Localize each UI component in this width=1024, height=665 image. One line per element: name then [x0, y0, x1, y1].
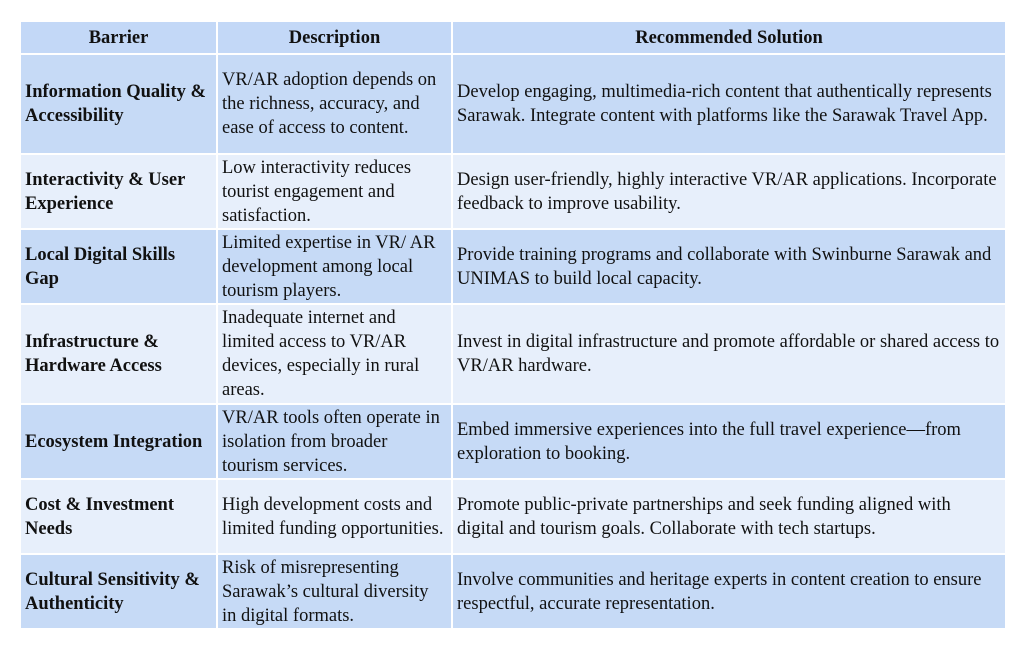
table-row: [21, 555, 1005, 628]
header-recommended-solution: Recommended Solution: [453, 22, 1005, 53]
table-row: [21, 55, 1005, 153]
description-cell: High development costs and limited funding opportunities.: [218, 480, 451, 553]
description-cell: Limited expertise in VR/ AR development among local tourism players.: [218, 230, 451, 303]
table-row: [21, 480, 1005, 553]
table-header-row: [21, 22, 1005, 53]
solution-cell: Design user-friendly, highly interactive VR/AR applications. Incorporate feedback to improve usability.: [453, 155, 1005, 228]
barrier-cell: Local Digital Skills Gap: [21, 230, 216, 303]
barrier-cell: Cost & Investment Needs: [21, 480, 216, 553]
solution-cell: Invest in digital infrastructure and promote affordable or shared access to VR/AR hardware.: [453, 305, 1005, 403]
solution-cell: Involve communities and heritage experts in content creation to ensure respectful, accurate representation.: [453, 555, 1005, 628]
description-cell: VR/AR tools often operate in isolation from broader tourism services.: [218, 405, 451, 478]
table-row: [21, 405, 1005, 478]
table-row: [21, 155, 1005, 228]
barrier-table-container: [19, 20, 1005, 630]
barrier-cell: Ecosystem Integration: [21, 405, 216, 478]
solution-cell: Provide training programs and collaborate with Swinburne Sarawak and UNIMAS to build local capacity.: [453, 230, 1005, 303]
table-row: [21, 305, 1005, 403]
description-cell: Inadequate internet and limited access to VR/AR devices, especially in rural areas.: [218, 305, 451, 403]
solution-cell: Promote public-private partnerships and seek funding aligned with digital and tourism goals. Collaborate with tech startups.: [453, 480, 1005, 553]
header-barrier: Barrier: [21, 22, 216, 53]
solution-cell: Develop engaging, multimedia-rich content that authentically represents Sarawak. Integrate content with platforms like the Sarawak Travel App.: [453, 55, 1005, 153]
barrier-cell: Information Quality & Accessibility: [21, 55, 216, 153]
description-cell: VR/AR adoption depends on the richness, accuracy, and ease of access to content.: [218, 55, 451, 153]
description-cell: Risk of misrepresenting Sarawak’s cultural diversity in digital formats.: [218, 555, 451, 628]
barrier-cell: Infrastructure & Hardware Access: [21, 305, 216, 403]
barrier-cell: Cultural Sensitivity & Authenticity: [21, 555, 216, 628]
description-cell: Low interactivity reduces tourist engagement and satisfaction.: [218, 155, 451, 228]
barrier-table: [19, 20, 1007, 630]
barrier-cell: Interactivity & User Experience: [21, 155, 216, 228]
solution-cell: Embed immersive experiences into the full travel experience—from exploration to booking.: [453, 405, 1005, 478]
header-description: Description: [218, 22, 451, 53]
table-row: [21, 230, 1005, 303]
